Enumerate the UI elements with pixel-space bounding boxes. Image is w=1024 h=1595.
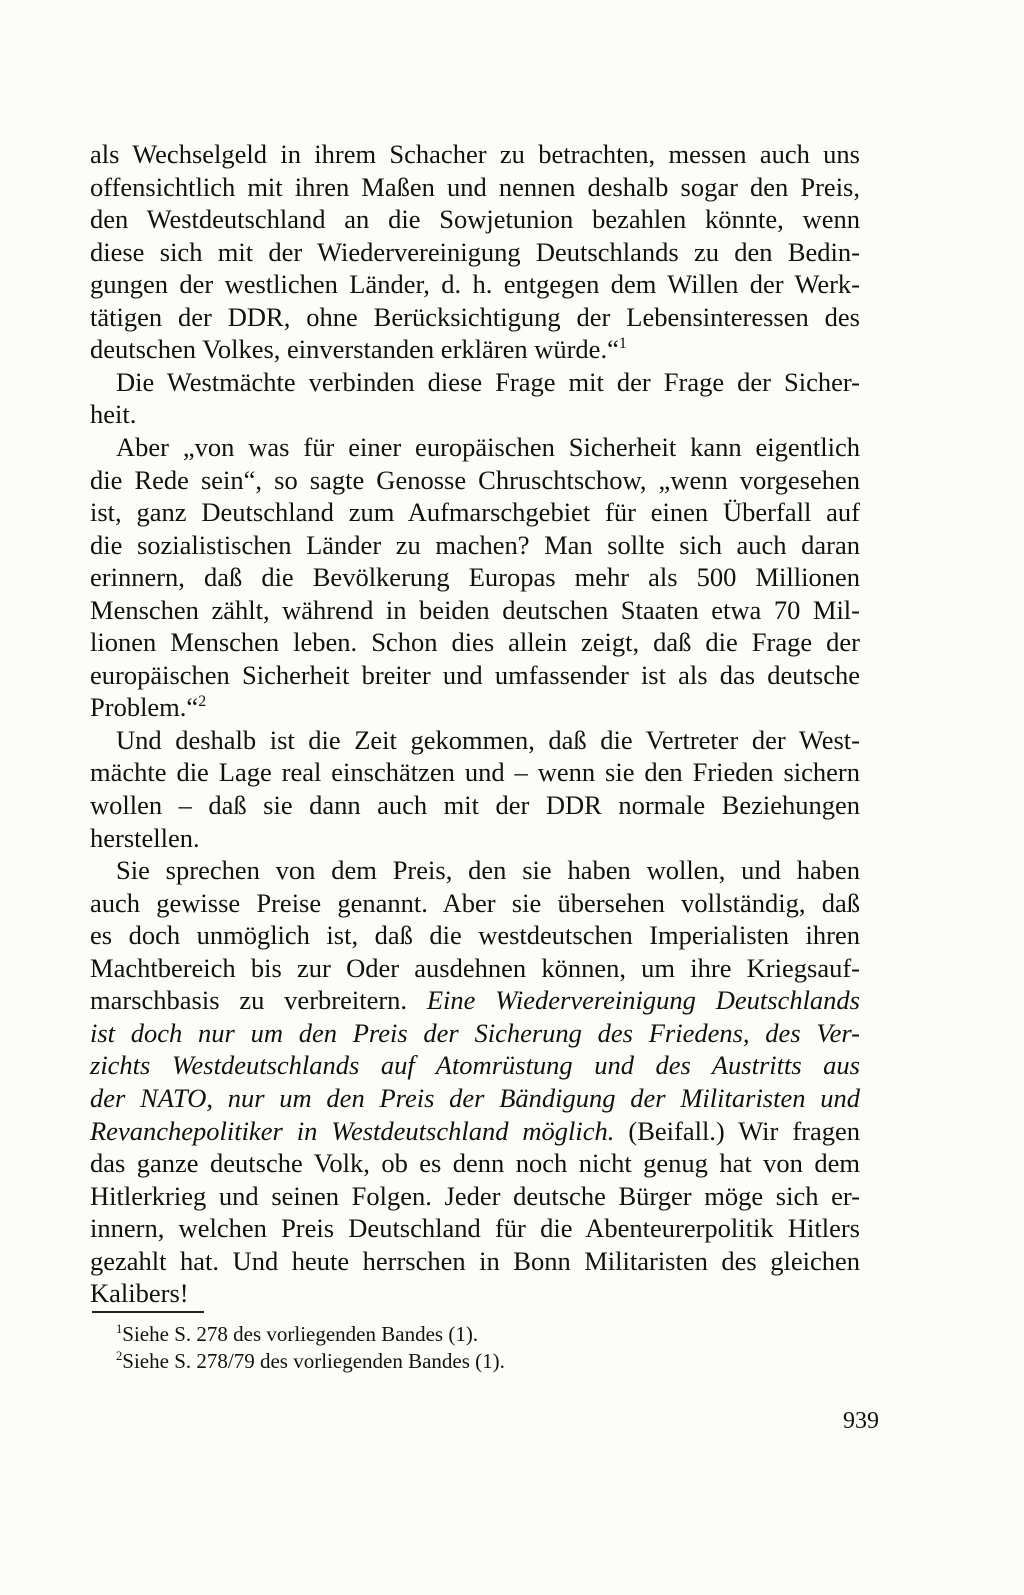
text-line [90, 138, 860, 170]
italic-text: zichts Westdeutschlands auf Atomrüstung und des Austritts aus [90, 1050, 860, 1081]
italic-text: der NATO, nur um den Preis der Bändigung der Militaristen und [90, 1082, 860, 1113]
text-segment: herstellen. [90, 822, 200, 853]
text-line [90, 1049, 860, 1081]
text-segment: mächte die Lage real einschätzen und – wenn sie den Frieden sichern [90, 757, 860, 788]
text-line [90, 301, 860, 333]
text-line [116, 724, 860, 756]
footnote-2 [116, 1348, 505, 1374]
text-line [90, 984, 860, 1016]
footnote-text: Siehe S. 278 des vorliegenden Bandes (1). [122, 1322, 479, 1346]
footnote-reference: 2 [198, 693, 207, 711]
italic-text: Eine Wiedervereinigung Deutschlands [426, 985, 860, 1016]
text-segment: die Rede sein“, so sagte Genosse Chruschtschow, „wenn vorgesehen [90, 464, 860, 495]
text-segment: offensichtlich mit ihren Maßen und nennen deshalb sogar den Preis, [90, 171, 860, 202]
text-segment: marschbasis zu verbreitern. [90, 985, 427, 1016]
text-segment: (Beifall.) Wir fragen [614, 1115, 861, 1146]
text-line [90, 887, 860, 919]
text-segment: es doch unmöglich ist, daß die westdeutschen Imperialisten ihren [90, 920, 860, 951]
footnote-1 [116, 1321, 478, 1347]
text-segment: Kalibers! [90, 1278, 189, 1309]
text-segment: als Wechselgeld in ihrem Schacher zu betrachten, messen auch uns [90, 139, 860, 169]
text-segment: wollen – daß sie dann auch mit der DDR normale Beziehungen [90, 790, 860, 820]
text-line [90, 822, 860, 854]
text-segment: tätigen der DDR, ohne Berücksichtigung der Lebensinteressen des [90, 301, 860, 332]
text-line [90, 171, 860, 203]
footnote-separator [92, 1311, 204, 1313]
text-segment: Machtbereich bis zur Oder ausdehnen können, um ihre Kriegsauf- [90, 952, 860, 983]
text-line [90, 1147, 860, 1179]
text-line [90, 561, 860, 593]
text-segment: den Westdeutschland an die Sowjetunion bezahlen könnte, wenn [90, 204, 860, 235]
text-segment: Menschen zählt, während in beiden deutschen Staaten etwa 70 Mil- [90, 594, 860, 625]
text-line [90, 268, 860, 300]
text-line [90, 333, 860, 365]
text-line [90, 756, 860, 788]
text-segment: Sie sprechen von dem Preis, den sie haben wollen, und haben [116, 855, 860, 886]
text-segment: Die Westmächte verbinden diese Frage mit der Frage der Sicher- [116, 366, 860, 397]
text-line [90, 626, 860, 658]
text-segment: diese sich mit der Wiedervereinigung Deutschlands zu den Bedin- [90, 236, 860, 267]
text-line [90, 529, 860, 561]
text-line [90, 1082, 860, 1114]
text-segment: lionen Menschen leben. Schon dies allein zeigt, daß die Frage der [90, 627, 860, 658]
text-segment: Aber „von was für einer europäischen Sicherheit kann eigentlich [116, 431, 860, 462]
text-segment: auch gewisse Preise genannt. Aber sie übersehen vollständig, daß [90, 887, 860, 918]
text-segment: gezahlt hat. Und heute herrschen in Bonn Militaristen des gleichen [90, 1245, 860, 1276]
italic-text: ist doch nur um den Preis der Sicherung des Friedens, des Ver- [90, 1017, 860, 1048]
text-line [90, 1212, 860, 1244]
footnote-text: Siehe S. 278/79 des vorliegenden Bandes (1). [122, 1349, 505, 1373]
text-segment: Hitlerkrieg und seinen Folgen. Jeder deutsche Bürger möge sich er- [90, 1180, 860, 1211]
text-line [90, 464, 860, 496]
text-line [90, 203, 860, 235]
text-line [90, 952, 860, 984]
text-segment: erinnern, daß die Bevölkerung Europas mehr als 500 Millionen [90, 562, 860, 593]
text-line [90, 789, 860, 821]
text-line [90, 1245, 860, 1277]
text-segment: deutschen Volkes, einverstanden erklären würde.“ [90, 334, 619, 365]
footnote-reference: 1 [618, 335, 627, 353]
text-line [90, 1277, 860, 1309]
text-line [90, 919, 860, 951]
text-line [90, 659, 860, 691]
text-line [90, 398, 860, 430]
italic-text: Revanchepolitiker in Westdeutschland möglich. [90, 1115, 615, 1146]
text-line [90, 1017, 860, 1049]
text-segment: heit. [90, 399, 137, 430]
text-segment: ist, ganz Deutschland zum Aufmarschgebiet für einen Überfall auf [90, 497, 860, 528]
text-line [116, 431, 860, 463]
text-line [116, 854, 860, 886]
text-segment: europäischen Sicherheit breiter und umfassender ist als das deutsche [90, 659, 860, 690]
text-line [90, 496, 860, 528]
text-line [90, 1180, 860, 1212]
text-segment: die sozialistischen Länder zu machen? Man sollte sich auch daran [90, 529, 860, 560]
text-line [90, 1115, 860, 1147]
text-segment: das ganze deutsche Volk, ob es denn noch nicht genug hat von dem [90, 1148, 860, 1179]
text-line [116, 366, 860, 398]
footnote-marker: 1 [116, 1322, 123, 1336]
page-number: 939 [843, 1408, 879, 1434]
text-segment: Und deshalb ist die Zeit gekommen, daß die Vertreter der West- [116, 724, 860, 755]
text-segment: innern, welchen Preis Deutschland für die Abenteurerpolitik Hitlers [90, 1213, 860, 1244]
text-line [90, 594, 860, 626]
text-line [90, 236, 860, 268]
footnote-marker: 2 [116, 1349, 123, 1363]
text-line [90, 691, 860, 723]
text-segment: Problem.“ [90, 692, 199, 723]
text-segment: gungen der westlichen Länder, d. h. entgegen dem Willen der Werk- [90, 269, 860, 300]
